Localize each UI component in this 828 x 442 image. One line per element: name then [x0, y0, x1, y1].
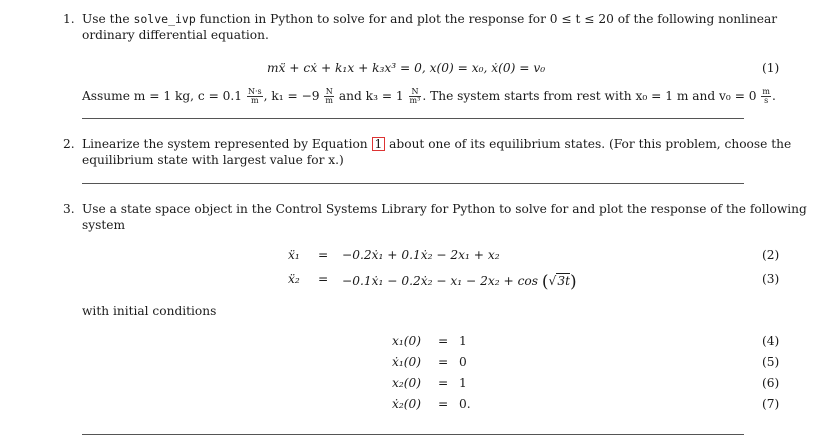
- ic-x2dot-value: 0.: [459, 397, 471, 411]
- problem-1-text-cont: function in Python to solve for and plot the response for 0 ≤ t ≤ 20 of the following nonlinear: [195, 12, 778, 26]
- divider-3: [82, 434, 744, 435]
- ic-x1dot-lhs: ẋ₁(0): [392, 355, 422, 369]
- ic-x1-equals: =: [438, 334, 449, 348]
- ic-x2dot-lhs: ẋ₂(0): [392, 397, 422, 411]
- assume-mass-damping: Assume m = 1 kg, c = 0.1: [82, 89, 243, 103]
- ic-x2dot-equals: =: [438, 397, 449, 411]
- divider-2: [82, 183, 744, 184]
- problem-2-line-2: equilibrium state with largest value for x.): [82, 153, 344, 167]
- equation-7-number: (7): [762, 397, 780, 411]
- divider-1: [82, 118, 744, 119]
- problem-3-line-1: Use a state space object in the Control Systems Library for Python to solve for and plot the response of the following: [82, 202, 807, 216]
- problem-2-number: 2.: [63, 137, 75, 151]
- ic-x2-lhs: x₂(0): [392, 376, 422, 390]
- equation-1-number: (1): [762, 61, 780, 75]
- problem-2-line-1: Linearize the system represented by Equation 1 about one of its equilibrium states. (For this problem, choose the: [82, 137, 792, 151]
- problem-3-line-2: system: [82, 218, 126, 232]
- equation-2-lhs: ẍ₁: [288, 248, 300, 262]
- solve-ivp-code: solve_ivp: [133, 12, 196, 26]
- equation-2-equals: =: [318, 248, 329, 262]
- initial-conditions-label: with initial conditions: [82, 304, 217, 318]
- equation-6-number: (6): [762, 376, 780, 390]
- assume-initial: . The system starts from rest with x₀ = 1 m and v₀ = 0: [422, 89, 757, 103]
- ic-x2-equals: =: [438, 376, 449, 390]
- equation-3-number: (3): [762, 272, 780, 286]
- problem-1-line-1: [82, 12, 777, 26]
- equation-3-lhs: ẍ₂: [288, 272, 300, 286]
- equation-4-number: (4): [762, 334, 780, 348]
- ic-x1-lhs: x₁(0): [392, 334, 422, 348]
- ic-x1dot-equals: =: [438, 355, 449, 369]
- unit-n-per-m3: $\frac{N}{\text{m³}}$: [409, 87, 421, 105]
- problem-3-number: 3.: [63, 202, 75, 216]
- ic-x2-value: 1: [459, 376, 467, 390]
- problem-1-assumptions: Assume m = 1 kg, c = 0.1 $\frac{N\cdot s}{m}$ , k₁ = −9 $\frac{N}{m}$ and k₃ = 1 $\frac{N}{\text{m³}}$ . The system starts from rest with x₀ = 1 m and v₀ = 0 $\frac{m}{s}$ .: [82, 87, 776, 105]
- problem-1-number: 1.: [63, 12, 75, 26]
- equation-3-rhs: −0.1ẋ₁ − 0.2ẋ₂ − x₁ − 2x₂ + cos (√3t): [342, 272, 577, 292]
- unit-m-per-s: $\frac{m}{s}$: [762, 87, 771, 105]
- assume-k3: and k₃ = 1: [338, 89, 404, 103]
- equation-1: mẍ + cẋ + k₁x + k₃x³ = 0, x(0) = x₀, ẋ(0) = v₀: [267, 61, 546, 75]
- unit-n-per-m: $\frac{N}{m}$: [325, 87, 334, 105]
- assume-k1: , k₁ = −9: [263, 89, 320, 103]
- problem-1-line-2: ordinary differential equation.: [82, 28, 269, 42]
- unit-ns-per-m: $\frac{N\cdot s}{m}$: [247, 87, 262, 105]
- sqrt-term: 3t: [557, 274, 570, 288]
- equation-3-equals: =: [318, 272, 329, 286]
- ic-x1-value: 1: [459, 334, 467, 348]
- equation-2-number: (2): [762, 248, 780, 262]
- equation-1-reference[interactable]: 1: [372, 137, 386, 151]
- equation-5-number: (5): [762, 355, 780, 369]
- equation-2-rhs: −0.2ẋ₁ + 0.1ẋ₂ − 2x₁ + x₂: [342, 248, 500, 262]
- ic-x1dot-value: 0: [459, 355, 467, 369]
- problem-1-text: Use the: [82, 12, 134, 26]
